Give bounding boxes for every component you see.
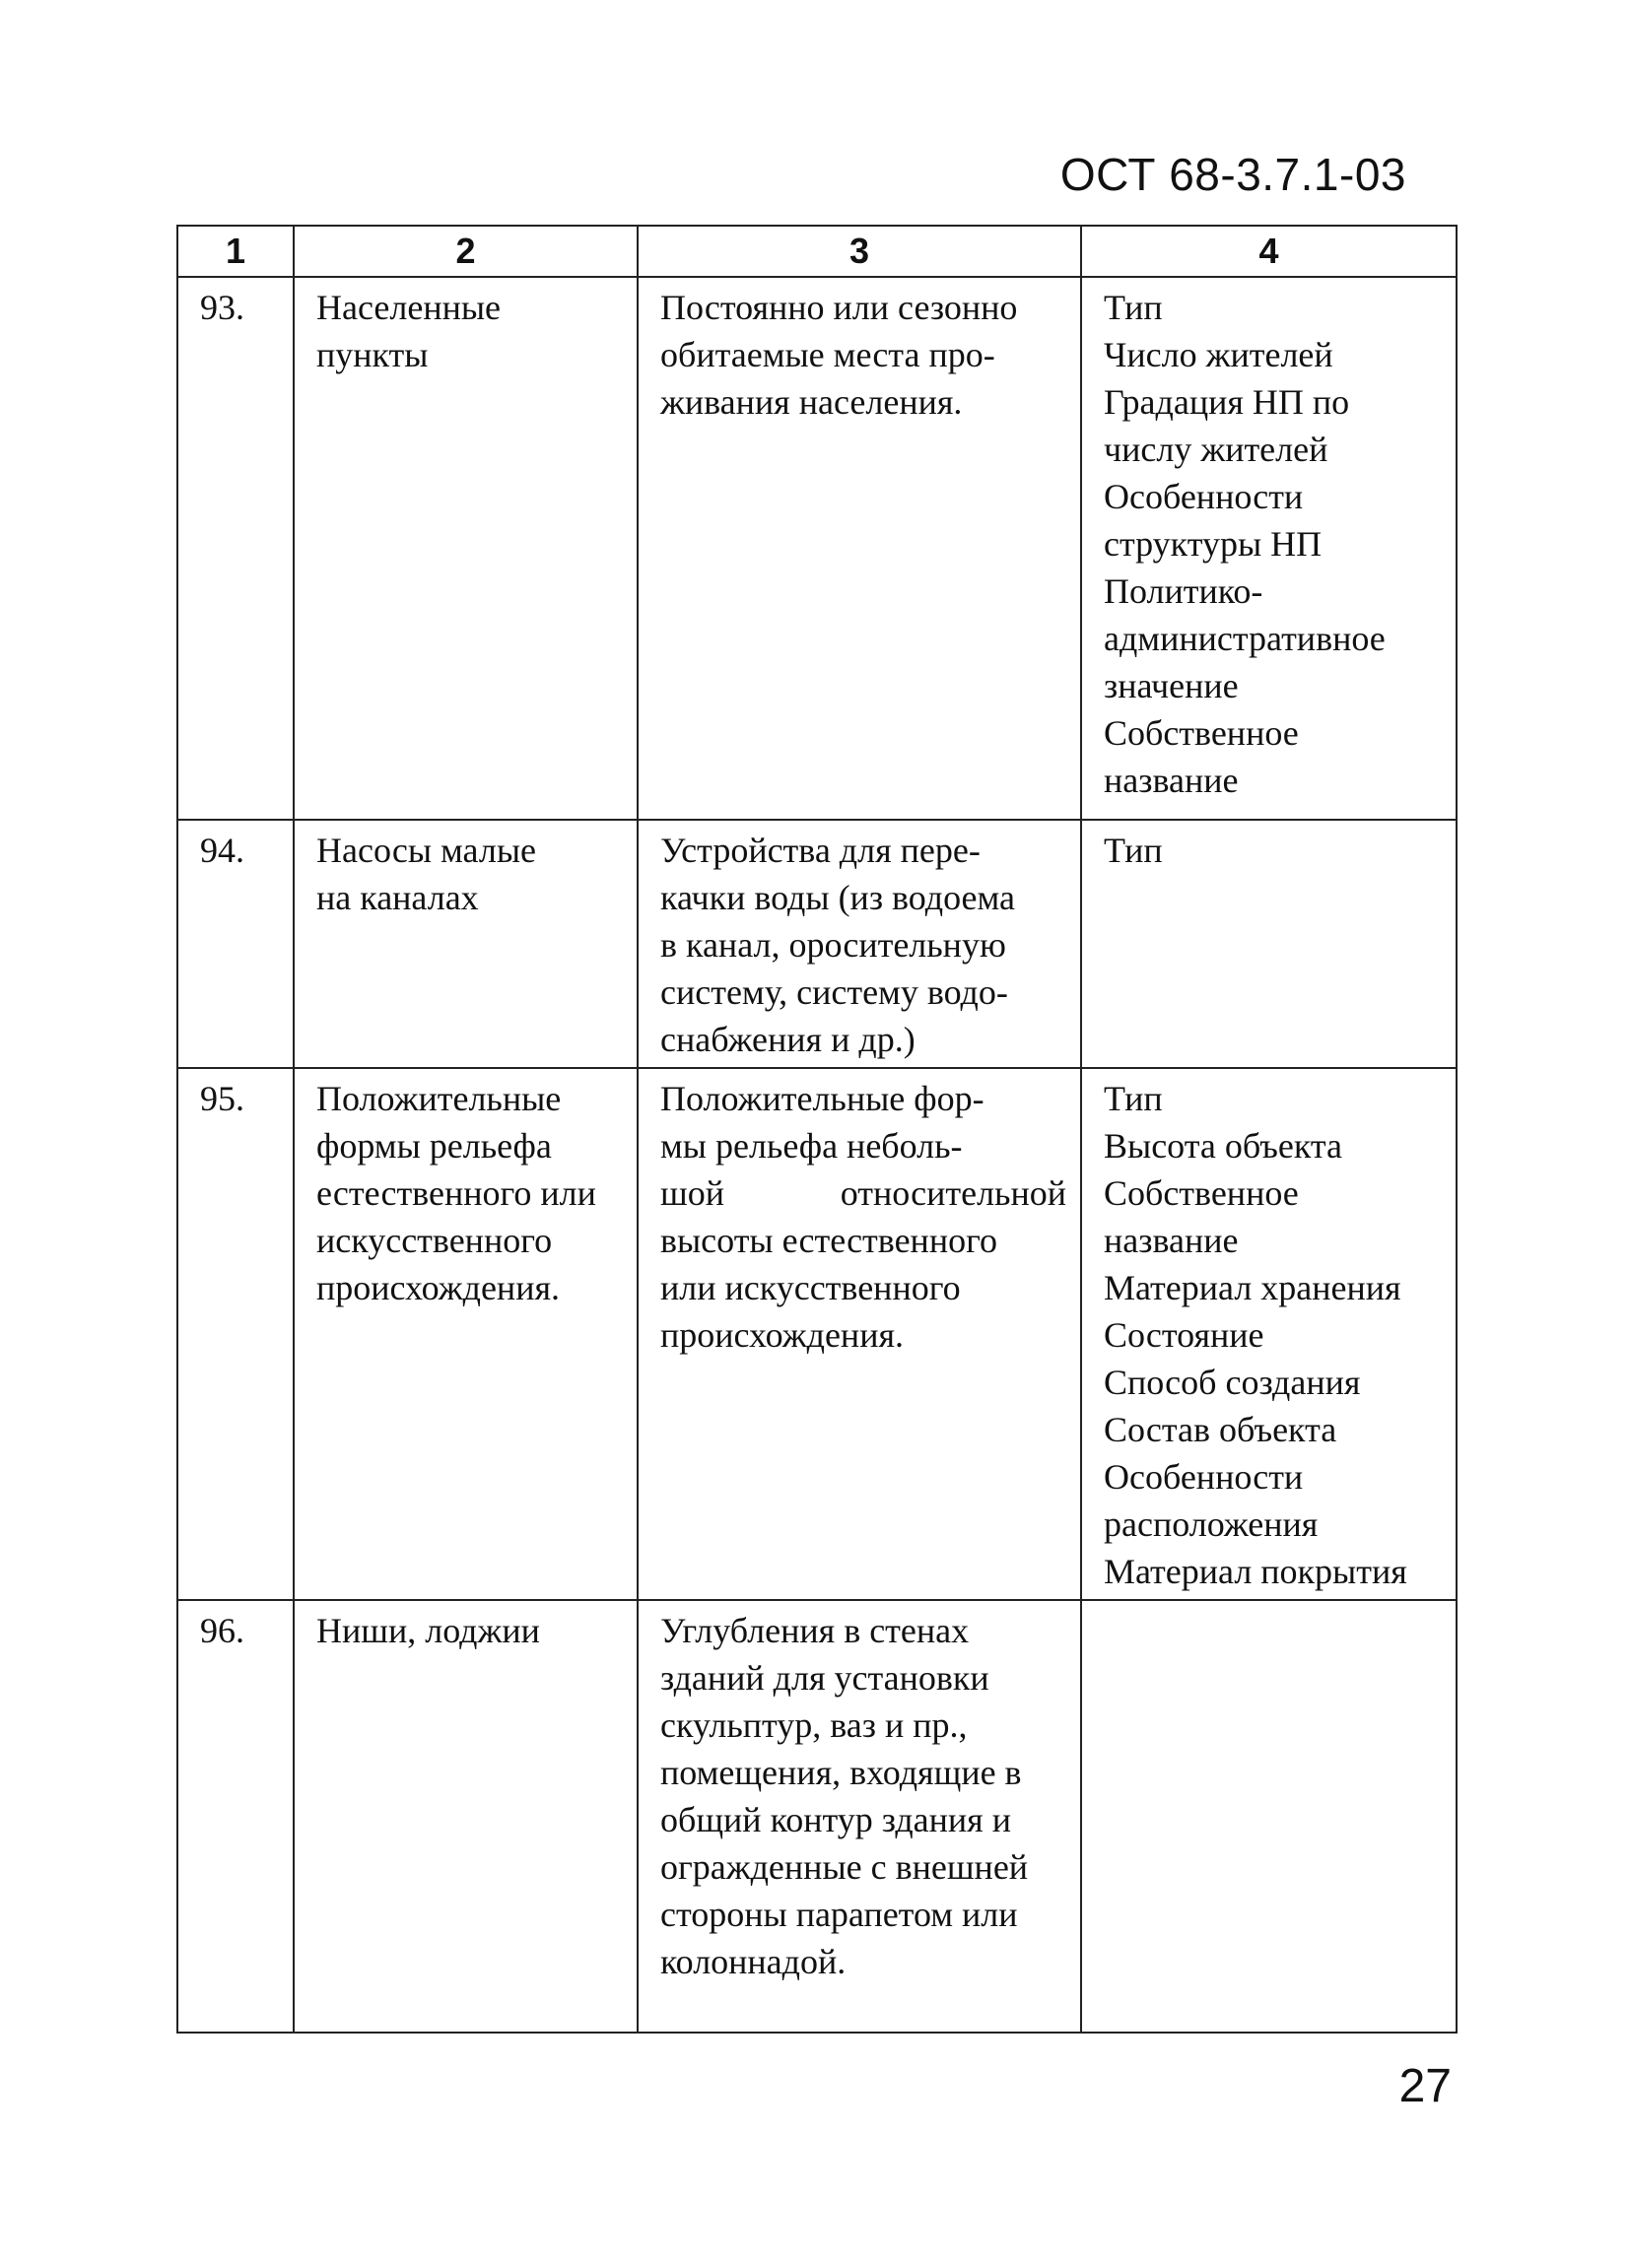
column-header-1: 1 [177,226,294,277]
cell-text-line: Устройства для пере- [660,831,981,870]
cell-text-line: качки воды (из водоема [660,878,1015,917]
cell-text-line: Постоянно или сезонно [660,288,1018,327]
cell-text-line: Положительные фор- [660,1079,984,1118]
table-row [177,1068,1457,1600]
cell-text-line: Собственное [1104,713,1299,753]
table-row [177,1600,1457,2033]
cell-text-line: зданий для установки [660,1658,989,1698]
row-number: 93. [177,277,294,820]
table-body [177,277,1457,2033]
cell-text-line: расположения [1104,1504,1319,1544]
row-number: 96. [177,1600,294,2033]
cell-text-line: или искусственного [660,1268,961,1307]
cell-text-line: в канал, оросительную [660,925,1006,965]
table-header-row [177,226,1457,277]
cell-text-line: огражденные с внешней [660,1847,1029,1887]
cell-text-line: Тип [1104,831,1163,870]
cell-text-line: происхождения. [660,1315,905,1355]
column-header-2: 2 [294,226,638,277]
cell-text-line: помещения, входящие в [660,1753,1022,1792]
object-attributes-cell [1081,277,1457,820]
document-code: ОСТ 68-3.7.1-03 [1059,149,1406,200]
table-row [177,820,1457,1068]
row-number: 95. [177,1068,294,1600]
cell-text-line: систему, систему водо- [660,972,1008,1012]
cell-text-line: снабжения и др.) [660,1020,916,1059]
column-header-3: 3 [638,226,1081,277]
cell-text-line: Положительные [316,1079,562,1118]
cell-text-line: Градация НП по [1104,382,1350,422]
cell-text-line: Способ создания [1104,1363,1361,1402]
cell-text-line: название [1104,761,1239,800]
cell-text-line: Тип [1104,1079,1163,1118]
cell-text-line: Состав объекта [1104,1410,1337,1449]
object-attributes-cell [1081,820,1457,1068]
cell-text-line: пункты [316,335,429,374]
cell-text-line: Углубления в стенах [660,1611,970,1650]
cell-text-line: Тип [1104,288,1163,327]
spec-table [176,225,1458,2034]
cell-text-line: стороны парапетом или [660,1895,1018,1934]
cell-text-line: Ниши, лоджии [316,1611,540,1650]
cell-text-line: Политико- [1104,571,1263,611]
cell-text-line: колоннадой. [660,1942,847,1981]
object-name-cell [294,277,638,820]
cell-text-line: Материал хранения [1104,1268,1401,1307]
row-number: 94. [177,820,294,1068]
cell-text-line: шой относительной [660,1173,1066,1213]
cell-text-line: значение [1104,666,1239,705]
cell-text-line: живания населения. [660,382,963,422]
cell-text-line: Собственное [1104,1173,1299,1213]
page-number: 27 [1398,2060,1452,2112]
column-header-4: 4 [1081,226,1457,277]
cell-text-line: обитаемые места про- [660,335,995,374]
cell-text-line: высоты естественного [660,1221,997,1260]
object-attributes-cell [1081,1600,1457,2033]
cell-text-line: скульптур, ваз и пр., [660,1705,968,1745]
cell-text-line: Высота объекта [1104,1126,1343,1166]
object-description-cell [638,277,1081,820]
object-description-cell [638,1600,1081,2033]
cell-text-line: на каналах [316,878,479,917]
cell-text-line: мы рельефа неболь- [660,1126,963,1166]
cell-text-line: Особенности [1104,477,1304,516]
cell-text-line: общий контур здания и [660,1800,1011,1839]
cell-text-line: Состояние [1104,1315,1264,1355]
cell-text-line: структуры НП [1104,524,1323,564]
cell-text-line: формы рельефа [316,1126,552,1166]
cell-text-line: происхождения. [316,1268,561,1307]
cell-text-line: числу жителей [1104,430,1328,469]
table-row [177,277,1457,820]
object-description-cell [638,820,1081,1068]
object-attributes-cell [1081,1068,1457,1600]
object-name-cell [294,1600,638,2033]
object-description-cell [638,1068,1081,1600]
object-name-cell [294,820,638,1068]
cell-text-line: Число жителей [1104,335,1333,374]
cell-text-line: искусственного [316,1221,553,1260]
object-name-cell [294,1068,638,1600]
cell-text-line: естественного или [316,1173,596,1213]
cell-text-line: административное [1104,619,1386,658]
cell-text-line: Насосы малые [316,831,536,870]
cell-text-line: Материал покрытия [1104,1552,1407,1591]
cell-text-line: название [1104,1221,1239,1260]
cell-text-line: Населенные [316,288,502,327]
cell-text-line: Особенности [1104,1457,1304,1497]
